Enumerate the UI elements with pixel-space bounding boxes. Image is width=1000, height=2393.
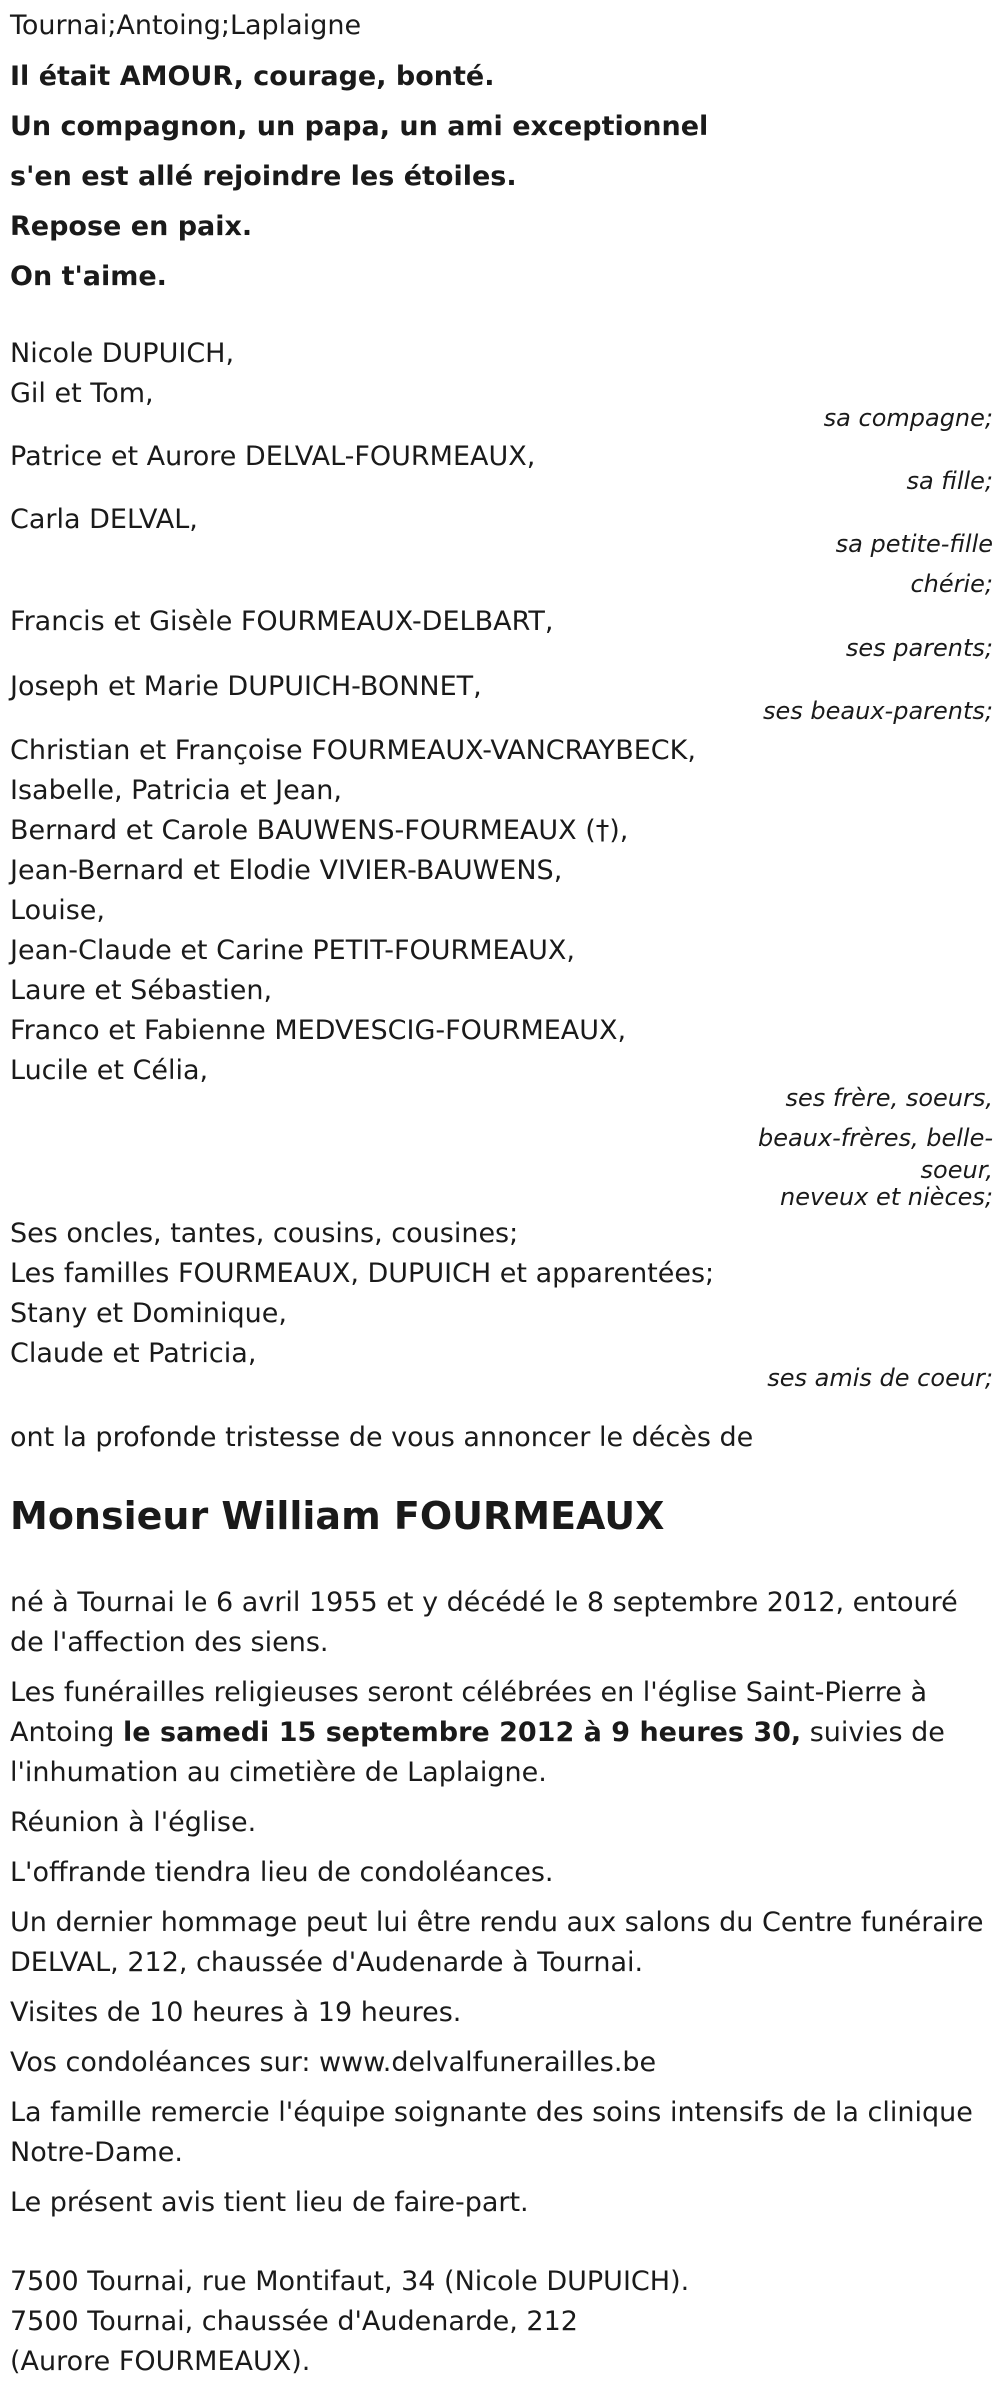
- reunion-paragraph: Réunion à l'église.: [10, 1807, 257, 1838]
- poem: [10, 52, 995, 302]
- offrande-paragraph: L'offrande tiendra lieu de condoléances.: [10, 1857, 554, 1888]
- announcement-intro: [10, 1418, 995, 1458]
- family-name: Bernard et Carole BAUWENS-FOURMEAUX (†),: [10, 815, 629, 846]
- role-label: ses frère, soeurs,: [785, 1084, 993, 1112]
- family-name: Laure et Sébastien,: [10, 975, 273, 1006]
- places-line: Tournai;Antoing;Laplaigne: [10, 10, 362, 41]
- family-name: Jean-Claude et Carine PETIT-FOURMEAUX,: [10, 935, 575, 966]
- funeral-text: Les funérailles religieuses seront célébrées en l'église Saint-Pierre à Antoing: [10, 1677, 928, 1748]
- deceased-title: Monsieur William FOURMEAUX: [10, 1494, 665, 1538]
- addresses: [10, 2262, 995, 2382]
- family-name: Francis et Gisèle FOURMEAUX-DELBART,: [10, 606, 554, 637]
- parents-role: [10, 628, 995, 668]
- role-label: beaux-frères, belle-: [757, 1124, 993, 1152]
- companion-role: [10, 398, 995, 438]
- family-name: Franco et Fabienne MEDVESCIG-FOURMEAUX,: [10, 1015, 627, 1046]
- family-name: Claude et Patricia,: [10, 1338, 257, 1369]
- friends-role: [10, 1358, 995, 1398]
- role-label: neveux et nièces;: [780, 1183, 993, 1211]
- deceased-name: [10, 1491, 995, 1541]
- poem-line: Il était AMOUR, courage, bonté.: [10, 61, 495, 92]
- funeral-paragraph: [10, 1673, 985, 1793]
- daughter-role: [10, 461, 995, 501]
- remerciements-paragraph: La famille remercie l'équipe soignante des soins intensifs de la clinique Notre-Dame.: [10, 2097, 973, 2168]
- address-line: 7500 Tournai, chaussée d'Audenarde, 212: [10, 2306, 578, 2337]
- hommage-paragraph: Un dernier hommage peut lui être rendu aux salons du Centre funéraire DELVAL, 212, chaussée d'Audenarde à Tournai.: [10, 1907, 984, 1978]
- funeral-date: le samedi 15 septembre 2012 à 9 heures 30,: [123, 1717, 802, 1748]
- family-name: Isabelle, Patricia et Jean,: [10, 775, 342, 806]
- funeral-text: suivies de l'inhumation au cimetière de Laplaigne.: [10, 1717, 945, 1788]
- family-name: Les familles FOURMEAUX, DUPUICH et apparentées;: [10, 1258, 715, 1289]
- role-label: soeur,: [920, 1156, 993, 1184]
- inlaws-role: [10, 691, 995, 731]
- details: [10, 1583, 985, 2233]
- family-name: Louise,: [10, 895, 105, 926]
- family-name: Ses oncles, tantes, cousins, cousines;: [10, 1218, 519, 1249]
- family-name: Jean-Bernard et Elodie VIVIER-BAUWENS,: [10, 855, 563, 886]
- family-name: Nicole DUPUICH,: [10, 338, 235, 369]
- family-name: Lucile et Célia,: [10, 1055, 209, 1086]
- siblings-role: [10, 1078, 995, 1212]
- family-name: Gil et Tom,: [10, 378, 154, 409]
- role-label: chérie;: [910, 570, 993, 598]
- poem-line: On t'aime.: [10, 261, 167, 292]
- role-label: sa compagne;: [823, 404, 993, 432]
- family-name: Christian et Françoise FOURMEAUX-VANCRAYBECK,: [10, 735, 696, 766]
- role-label: sa fille;: [906, 467, 993, 495]
- visites-paragraph: Visites de 10 heures à 19 heures.: [10, 1997, 462, 2028]
- role-label: ses beaux-parents;: [763, 697, 993, 725]
- condoleances-paragraph: Vos condoléances sur: www.delvalfunerailles.be: [10, 2047, 657, 2078]
- siblings-block: [10, 731, 995, 1091]
- granddaughter-role: [10, 524, 995, 604]
- intro-text: ont la profonde tristesse de vous annoncer le décès de: [10, 1422, 754, 1453]
- born-paragraph: né à Tournai le 6 avril 1955 et y décédé le 8 septembre 2012, entouré de l'affection des siens.: [10, 1587, 958, 1658]
- poem-line: Un compagnon, un papa, un ami exceptionnel: [10, 111, 709, 142]
- header: [10, 6, 995, 46]
- friends-block: [10, 1214, 995, 1374]
- family-name: Stany et Dominique,: [10, 1298, 287, 1329]
- poem-line: Repose en paix.: [10, 211, 253, 242]
- role-label: sa petite-fille: [835, 530, 993, 558]
- family-name: Carla DELVAL,: [10, 504, 198, 535]
- faire-part-paragraph: Le présent avis tient lieu de faire-part.: [10, 2187, 529, 2218]
- address-line: 7500 Tournai, rue Montifaut, 34 (Nicole DUPUICH).: [10, 2266, 690, 2297]
- poem-line: s'en est allé rejoindre les étoiles.: [10, 161, 517, 192]
- address-line: (Aurore FOURMEAUX).: [10, 2346, 311, 2377]
- role-label: ses amis de coeur;: [767, 1364, 993, 1392]
- role-label: ses parents;: [845, 634, 993, 662]
- family-name: Joseph et Marie DUPUICH-BONNET,: [10, 671, 482, 702]
- family-name: Patrice et Aurore DELVAL-FOURMEAUX,: [10, 441, 536, 472]
